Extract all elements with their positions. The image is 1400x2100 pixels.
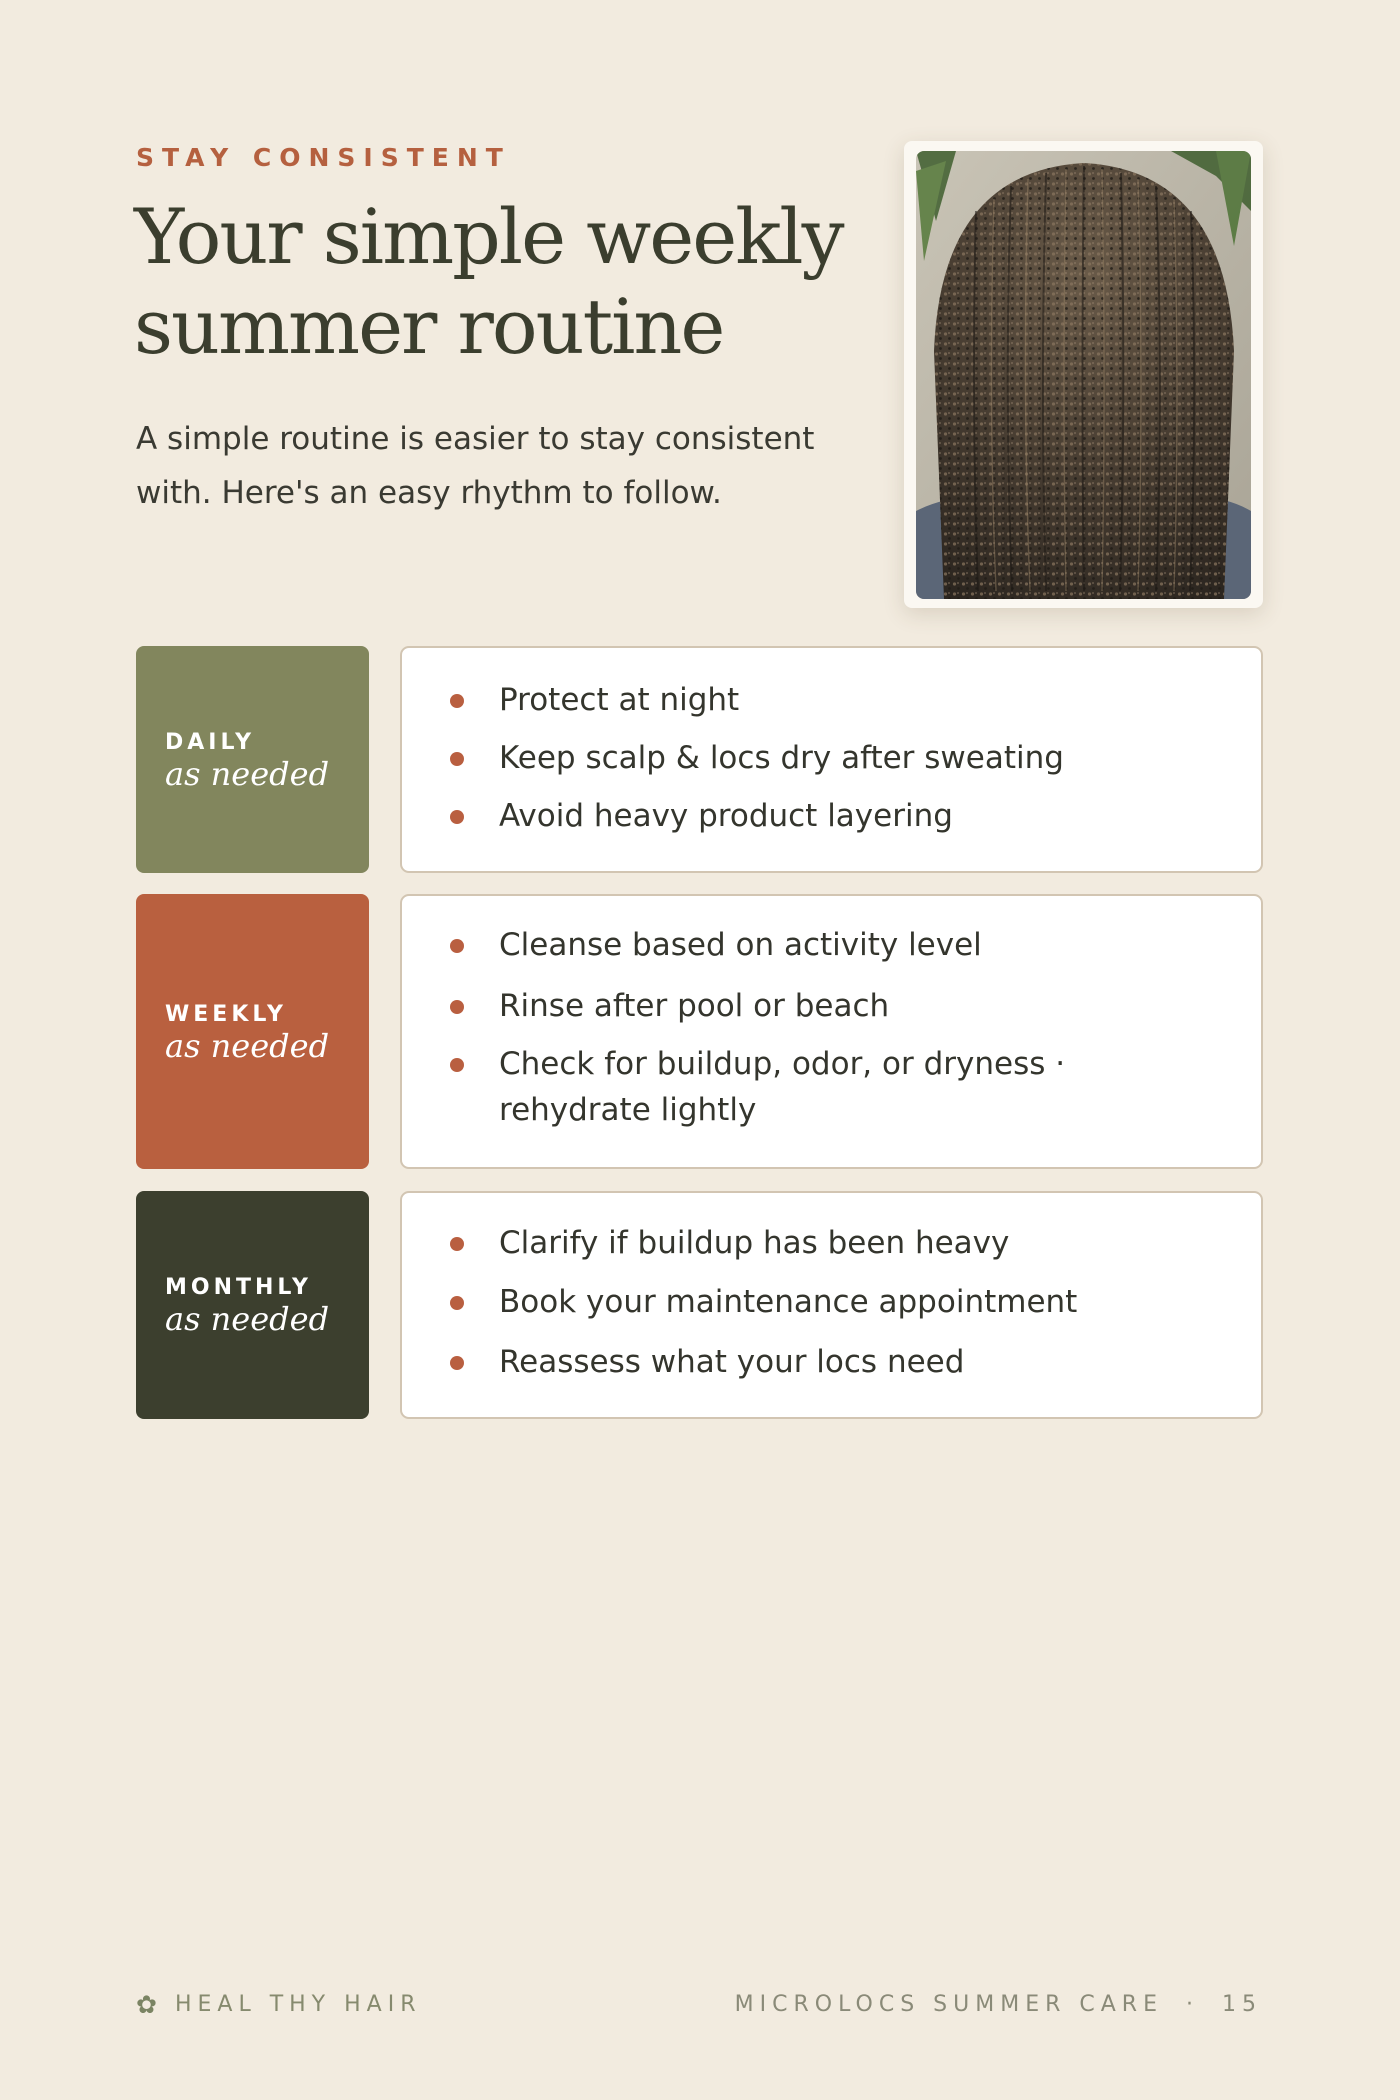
task-item: Avoid heavy product layering (499, 793, 1239, 839)
eyebrow-label: STAY CONSISTENT (136, 143, 511, 172)
task-item: Cleanse based on activity level (499, 922, 1239, 968)
frequency-label: DAILY (165, 729, 255, 755)
frequency-label: MONTHLY (165, 1275, 312, 1300)
page-title-line-1: Your simple weekly (134, 192, 843, 281)
frequency-note: as needed (165, 1026, 330, 1065)
intro-line-2: with. Here's an easy rhythm to follow. (136, 475, 722, 511)
microlocs-photo (916, 151, 1251, 599)
intro-line-1: A simple routine is easier to stay consistent (136, 421, 815, 457)
routine-row-monthly (136, 1191, 1263, 1419)
routine-card-weekly (400, 894, 1263, 1169)
task-item: Clarify if buildup has been heavy (499, 1220, 1239, 1266)
intro-text (136, 412, 896, 520)
routine-card-monthly (400, 1191, 1263, 1419)
task-item: Reassess what your locs need (499, 1339, 1239, 1385)
routine-row-weekly (136, 894, 1263, 1169)
frequency-tag-daily (136, 646, 369, 873)
page-title (134, 192, 854, 372)
routine-row-daily (136, 646, 1263, 873)
task-item: Check for buildup, odor, or dryness · rehydrate lightly (499, 1041, 1129, 1133)
footer-page-info (735, 1990, 1262, 2020)
page-number: 15 (1222, 1992, 1262, 2017)
frequency-tag-weekly (136, 894, 369, 1169)
task-item: Rinse after pool or beach (499, 983, 1239, 1029)
guide-name: MICROLOCS SUMMER CARE (734, 1992, 1163, 2017)
page-title-line-2: summer routine (134, 282, 724, 371)
task-item: Keep scalp & locs dry after sweating (499, 735, 1239, 781)
brand-name: HEAL THY HAIR (174, 1992, 422, 2017)
task-item: Book your maintenance appointment (499, 1279, 1239, 1325)
footer-separator: · (1186, 1992, 1199, 2017)
flower-icon: ✿ (136, 1990, 157, 2019)
frequency-note: as needed (165, 754, 330, 793)
routine-card-daily (400, 646, 1263, 873)
photo-frame (904, 141, 1263, 608)
footer-brand (136, 1990, 421, 2020)
frequency-note: as needed (165, 1300, 330, 1338)
task-item: Protect at night (499, 677, 1239, 723)
frequency-tag-monthly (136, 1191, 369, 1419)
frequency-label: WEEKLY (165, 1001, 287, 1027)
